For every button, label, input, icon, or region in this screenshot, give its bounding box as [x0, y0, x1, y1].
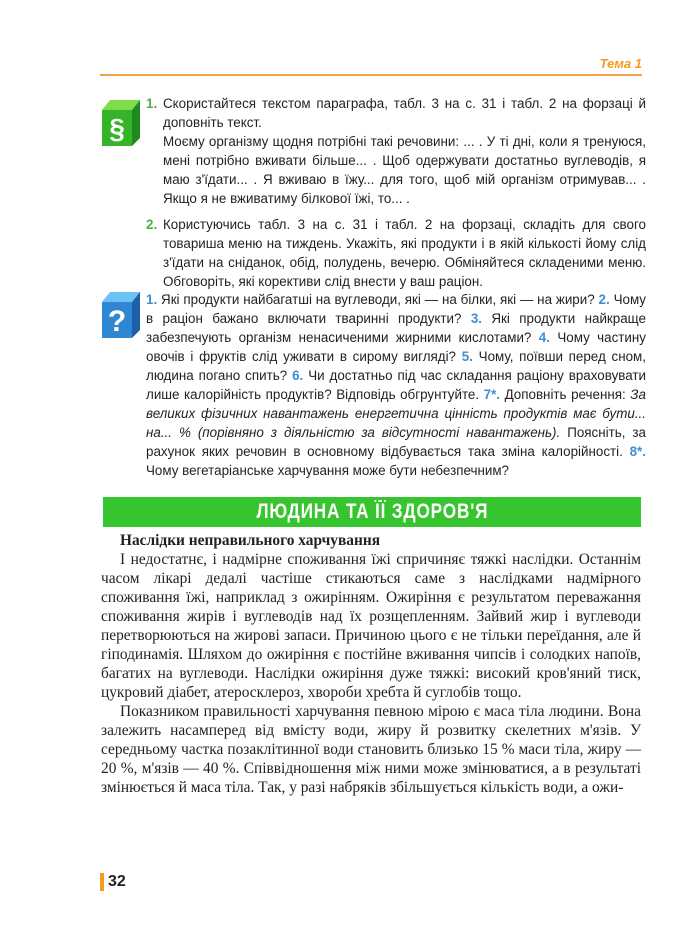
question-number: 3. — [470, 311, 483, 326]
question-number: 1. — [146, 292, 158, 307]
question-italic-text: За великих фізичних навантажень енергетична цінність продуктів має бути... на... % (порівняно з діяльністю за відсутності навантажень). — [146, 387, 646, 440]
task-number: 1. — [146, 96, 158, 111]
section-sign-cube-icon — [100, 98, 142, 148]
svg-text:?: ? — [107, 305, 127, 338]
question-mark-cube-icon — [100, 290, 142, 340]
page-number — [100, 872, 126, 892]
topic-label: Тема 1 — [599, 56, 642, 71]
question-number: 4. — [538, 330, 550, 345]
paragraph: І недостатнє, і надмірне споживання їжі спричиняє тяжкі наслідки. Останнім часом лікарі дедалі частіше стикаються саме з наслідками надмірного споживання їжі, наприклад з ожирінням. Ожиріння є результатом переважання споживання жирів і вуглеводів над їх розщепленням. Зайвий жир і вуглеводи перетворюються на жирові запаси. Причиною цього є не тільки переїдання, але й гіподинамія. Шляхом до ожиріння є постійне вживання чипсів і солодких напоїв, багатих на вуглеводи. Наслідки ожиріння дуже тяжкі: високий кров'яний тиск, цукровий діабет, атеросклероз, хвороби хребта й суглобів тощо. — [101, 551, 641, 701]
header-rule — [100, 74, 642, 76]
question-text: Чи достатньо під час складання раціону враховувати лише калорійність продуктів? Відповідь обгрунтуйте. — [146, 368, 646, 402]
question-number: 7*. — [483, 387, 501, 402]
task-item — [146, 94, 646, 208]
task-text: Скористайтеся текстом параграфа, табл. 3 на с. 31 і табл. 2 на форзаці й доповніть текст. — [163, 96, 646, 130]
question-text: Які продукти найбагатші на вуглеводи, які — на білки, які — на жири? — [161, 292, 595, 307]
body-section — [101, 531, 641, 797]
paragraph: Показником правильності харчування певною мірою є маса тіла людини. Вона залежить насамперед від вмісту води, жиру й розвитку скелетних м'язів. У середньому частка позаклітинної води становить близько 15 % маси тіла, жиру — 20 %, м'язів — 40 %. Співвідношення між ними може змінюватися, а в результаті змінюється й маса тіла. Так, у разі набряків збільшується кількість води, а ожи- — [101, 703, 641, 796]
question-text: Чому вегетаріанське харчування може бути небезпечним? — [146, 463, 509, 478]
question-text: Доповніть речення: — [504, 387, 626, 402]
question-number: 8*. — [629, 444, 646, 459]
question-number: 6. — [292, 368, 304, 383]
task-fill-text: Моєму організму щодня потрібні такі речовини: ... . У ті дні, коли я тренуюся, мені потрібно вживати більше... . Щоб одержувати достатньо вуглеводів, я маю з'їдати... . Я вживаю в їжу... для того, щоб мій організм отримував... . Якщо я не вживатиму білкової їжі, то... . — [163, 134, 646, 206]
task-text: Користуючись табл. 3 на с. 31 і табл. 2 на форзаці, складіть для свого товариша меню на тиждень. Укажіть, які продукти і в якій кількості йому слід з'їдати на сніданок, обід, полудень, вечерю. Обміняйтеся складеними меню. Обговоріть, які корективи слід внести у ваш раціон. — [163, 217, 646, 289]
question-text: Чому частину овочів і фруктів слід уживати в сирому вигляді? — [146, 330, 646, 364]
question-number: 5. — [461, 349, 473, 364]
tasks-block — [146, 94, 646, 291]
page-number-bar — [100, 873, 104, 891]
question-number: 2. — [598, 292, 610, 307]
question-text: Які продукти найкраще забезпечують організм ненасиченими жирними кислотами? — [146, 311, 646, 345]
question-text: Чому, поївши перед сном, людина погано спить? — [146, 349, 646, 383]
task-number: 2. — [146, 217, 158, 232]
question-text: Чому в раціон бажано включати тваринні продукти? — [146, 292, 647, 326]
banner-title: ЛЮДИНА ТА ЇЇ ЗДОРОВ'Я — [256, 500, 488, 523]
section-heading: Наслідки неправильного харчування — [120, 532, 381, 549]
page-number-text: 32 — [108, 873, 126, 890]
task-item — [146, 215, 646, 291]
question-text: Поясніть, за рахунок яких речовин в основному відбувається така зміна калорійності. — [146, 425, 646, 459]
section-banner — [103, 497, 641, 527]
svg-text:§: § — [109, 113, 125, 144]
questions-block — [146, 290, 646, 480]
